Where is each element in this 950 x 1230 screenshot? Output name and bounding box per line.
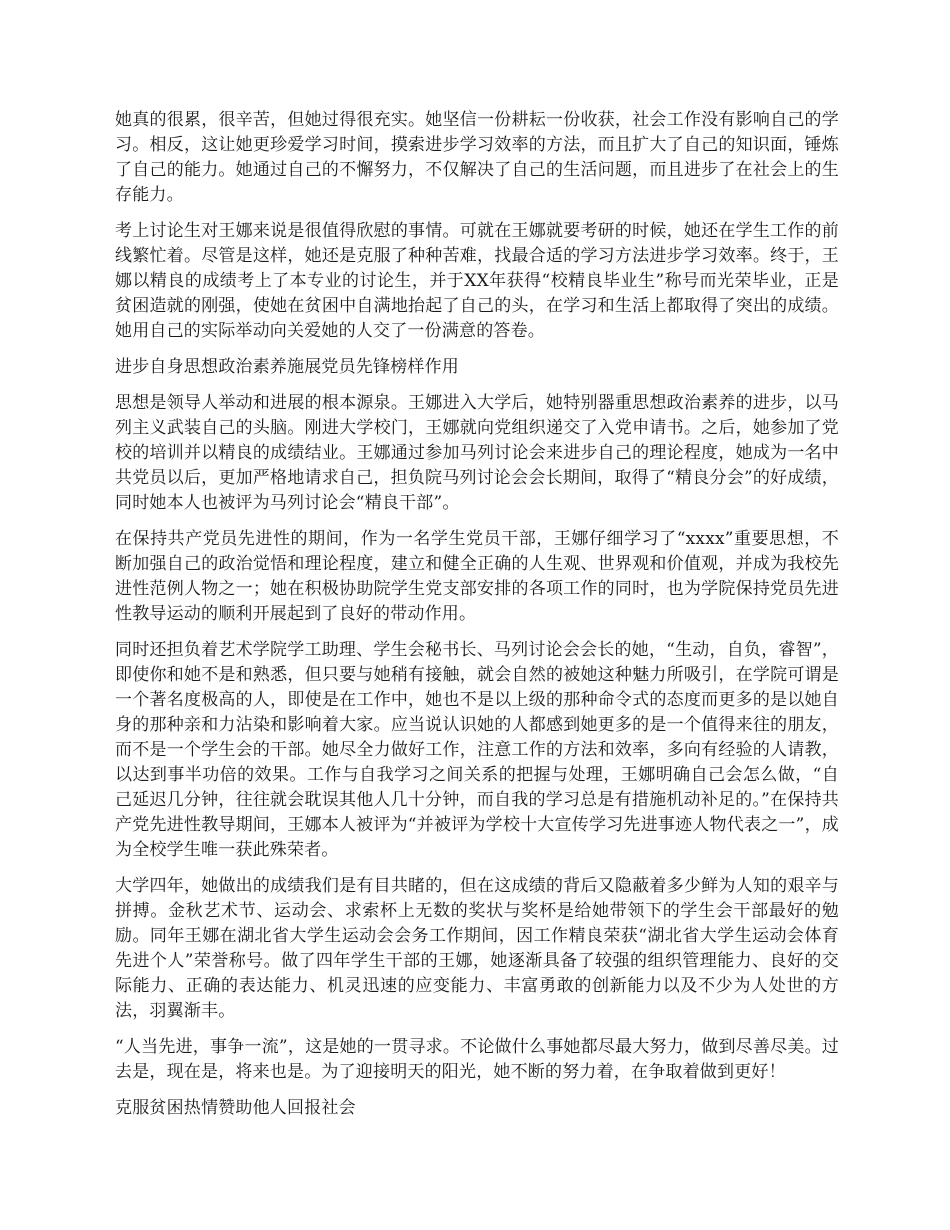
paragraph-7: “人当先进，事争一流”，这是她的一贯寻求。不论做什么事她都尽最大努力，做到尽善尽美。过去是，现在是，将来也是。为了迎接明天的阳光，她不断的努力着，在争取着做到更好！ — [115, 1037, 839, 1082]
paragraph-5: 同时还担负着艺术学院学工助理、学生会秘书长、马列讨论会会长的她，“生动，自负，睿智”，即使你和她不是和熟悉，但只要与她稍有接触，就会自然的被她这种魅力所吸引，在学院可谓是一个著名度极高的人，即使是在工作中，她也不是以上级的那种命令式的态度而更多的是以她自身的那种亲和力沾染和影响着大家。应当说认识她的人都感到她更多的是一个值得来往的朋友，而不是一个学生会的干部。她尽全力做好工作，注意工作的方法和效率，多向有经验的人请教，以达到事半功倍的效果。工作与自我学习之间关系的把握与处理，王娜明确自己会怎么做，“自己延迟几分钟，往往就会耽误其他人几十分钟，而自我的学习总是有措施机动补足的。”在保持共产党先进性教导期间，王娜本人被评为“并被评为学校十大宣传学习先进事迹人物代表之一”，成为全校学生唯一获此殊荣者。 — [115, 640, 839, 860]
paragraph-6: 大学四年，她做出的成绩我们是有目共睹的，但在这成绩的背后又隐蔽着多少鲜为人知的艰辛与拼搏。金秋艺术节、运动会、求索杯上无数的奖状与奖杯是给她带领下的学生会干部最好的勉励。同年王娜在湖北省大学生运动会会务工作期间，因工作精良荣获“湖北省大学生运动会体育先进个人”荣誉称号。做了四年学生干部的王娜，她逐渐具备了较强的组织管理能力、良好的交际能力、正确的表达能力、机灵迅速的应变能力、丰富勇敢的创新能力以及不少为人处世的方法，羽翼渐丰。 — [115, 876, 839, 1021]
paragraph-1: 她真的很累，很辛苦，但她过得很充实。她坚信一份耕耘一份收获，社会工作没有影响自己的学习。相反，这让她更珍爱学习时间，摸索进步学习效率的方法，而且扩大了自己的知识面，锤炼了自己的能力。她通过自己的不懈努力，不仅解决了自己的生活问题，而且进步了在社会上的生存能力。 — [115, 110, 839, 205]
document-body — [115, 108, 839, 1132]
section-heading-1: 进步自身思想政治素养施展党员先锋榜样作用 — [115, 357, 459, 377]
paragraph-2: 考上讨论生对王娜来说是很值得欣慰的事情。可就在王娜就要考研的时候，她还在学生工作的前线繁忙着。尽管是这样，她还是克服了种种苦难，找最合适的学习方法进步学习效率。终于，王娜以精良的成绩考上了本专业的讨论生，并于XX年获得“校精良毕业生”称号而光荣毕业，正是贫困造就的刚强，使她在贫困中自满地抬起了自己的头，在学习和生活上都取得了突出的成绩。她用自己的实际举动向关爱她的人交了一份满意的答卷。 — [115, 221, 839, 341]
paragraph-3: 思想是领导人举动和进展的根本源泉。王娜进入大学后，她特别器重思想政治素养的进步，以马列主义武装自己的头脑。刚进大学校门，王娜就向党组织递交了入党申请书。之后，她参加了党校的培训并以精良的成绩结业。王娜通过参加马列讨论会来进步自己的理论程度，她成为一名中共党员以后，更加严格地请求自己，担负院马列讨论会会长期间，取得了“精良分会”的好成绩，同时她本人也被评为马列讨论会“精良干部”。 — [115, 393, 839, 513]
section-heading-2: 克服贫困热情赞助他人回报社会 — [115, 1098, 356, 1118]
paragraph-4: 在保持共产党员先进性的期间，作为一名学生党员干部，王娜仔细学习了“xxxx”重要思想，不断加强自己的政治觉悟和理论程度，建立和健全正确的人生观、世界观和价值观，并成为我校先进性范例人物之一；她在积极协助院学生党支部安排的各项工作的同时，也为学院保持党员先进性教导运动的顺利开展起到了良好的带动作用。 — [115, 529, 839, 624]
